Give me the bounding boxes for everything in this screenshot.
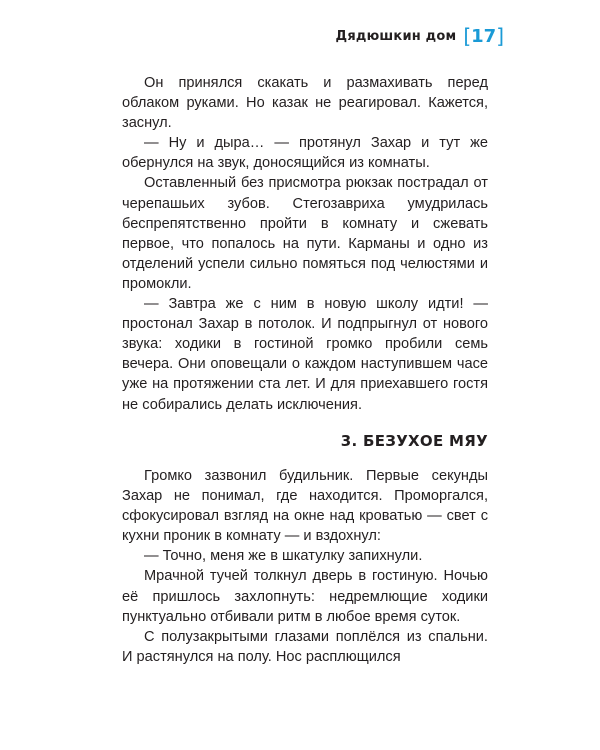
paragraph: — Точно, меня же в шкатулку запихнули.: [144, 548, 423, 565]
text-block-1: [122, 73, 488, 415]
paragraph: Мрачной тучей толкнул дверь в гостиную. Ночью её пришлось захлопнуть: недремлющие ходики пунктуально отбивали ритм в любое время суток.: [122, 568, 488, 625]
text-block-2: [122, 466, 488, 667]
running-header: [336, 24, 504, 48]
paragraph: — Завтра же с ним в новую школу идти! — простонал Захар в потолок. И подпрыгнул от нового звука: ходики в гостиной громко пробили семь вечера. Они оповещали о каждом наступившем часе уже на протяжении ста лет. И для приехавшего гостя не собирались делать исключения.: [122, 296, 488, 413]
page-number-bracket-open: [: [463, 24, 472, 48]
paragraph: Оставленный без присмотра рюкзак пострадал от черепашьих зубов. Стегозавриха умудрилась беспрепятственно пройти в комнату и сжевать первое, что попалось на пути. Карманы и одно из отделений успели сильно помяться под челюстями и промокли.: [122, 175, 488, 292]
page-number: [463, 24, 504, 48]
page-number-bracket-close: ]: [496, 24, 504, 48]
running-header-title: Дядюшкин дом: [335, 28, 457, 44]
paragraph: Он принялся скакать и размахивать перед облаком руками. Но казак не реагировал. Кажется, заснул.: [122, 75, 488, 132]
paragraph: С полузакрытыми глазами поплёлся из спальни. И растянулся на полу. Нос расплющился: [122, 628, 488, 665]
chapter-heading: 3. БЕЗУХОЕ МЯУ: [340, 432, 488, 450]
page-number-value: 17: [471, 25, 497, 47]
paragraph: Громко зазвонил будильник. Первые секунды Захар не понимал, где находится. Проморгался, сфокусировал взгляд на окне над кроватью — свет с кухни проник в комнату — и вздохнул:: [122, 468, 488, 545]
paragraph: — Ну и дыра… — протянул Захар и тут же обернулся на звук, доносящийся из комнаты.: [122, 135, 488, 172]
